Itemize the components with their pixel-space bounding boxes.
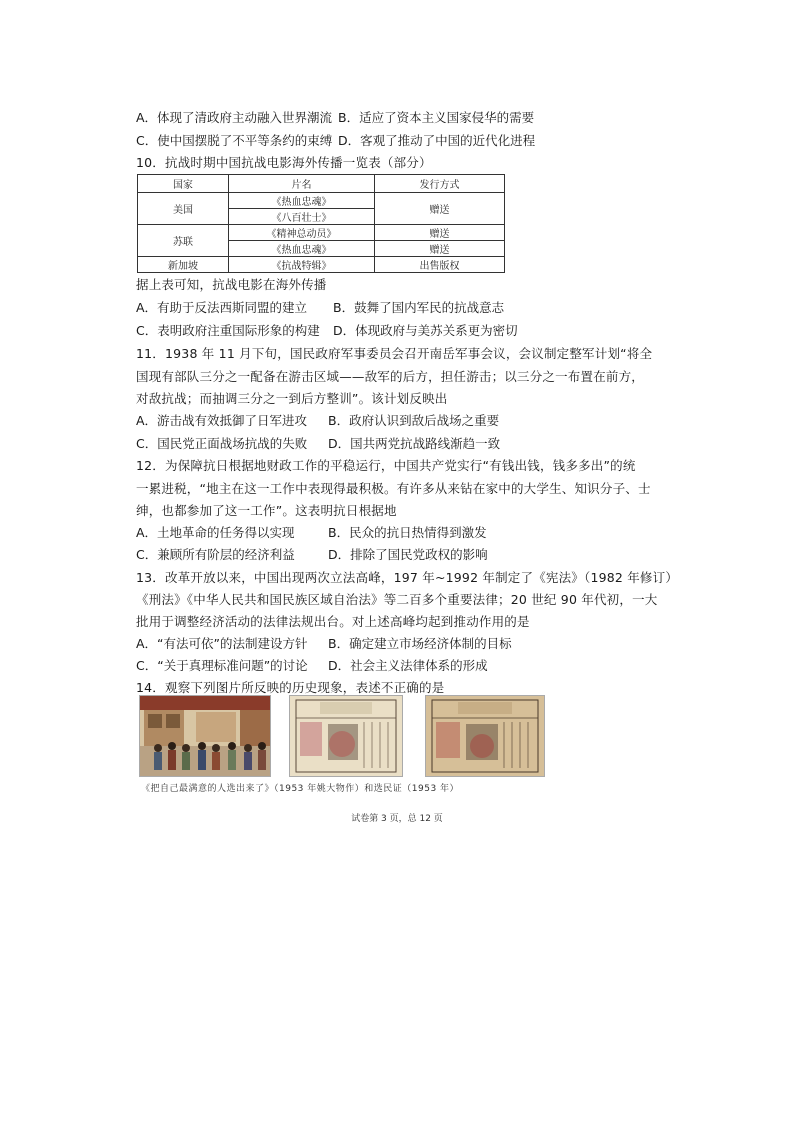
table-cell-method: 出售版权 bbox=[375, 257, 505, 273]
q11-stem-line-2: 国现有部队三分之一配备在游击区域——敌军的后方，担任游击；以三分之一布置在前方， bbox=[136, 369, 645, 384]
voter-card-image-2 bbox=[425, 695, 545, 777]
table-row bbox=[138, 257, 505, 273]
q9-option-d[interactable]: D．客观了推动了中国的近代化进程 bbox=[338, 133, 536, 148]
table-header-method: 发行方式 bbox=[375, 175, 505, 193]
painting-illustration bbox=[140, 696, 270, 776]
q10-option-a[interactable]: A．有助于反法西斯同盟的建立 bbox=[136, 300, 308, 315]
q14-image-group bbox=[137, 695, 547, 795]
voter-card-illustration-2 bbox=[426, 696, 544, 776]
q12-option-c[interactable]: C．兼顾所有阶层的经济利益 bbox=[136, 547, 295, 562]
q12-option-b[interactable]: B．民众的抗日热情得到激发 bbox=[328, 525, 487, 540]
table-cell-film: 《精神总动员》 bbox=[229, 225, 375, 241]
q12-option-d[interactable]: D．排除了国民党政权的影响 bbox=[328, 547, 488, 562]
table-header-country: 国家 bbox=[138, 175, 229, 193]
q11-option-b[interactable]: B．政府认识到敌后战场之重要 bbox=[328, 413, 500, 428]
table-cell-country: 新加坡 bbox=[138, 257, 229, 273]
q9-option-c[interactable]: C．使中国摆脱了不平等条约的束缚 bbox=[136, 133, 333, 148]
q9-option-b[interactable]: B．适应了资本主义国家侵华的需要 bbox=[338, 110, 535, 125]
table-cell-method: 赠送 bbox=[375, 241, 505, 257]
q10-stem: 10．抗战时期中国抗战电影海外传播一览表（部分） bbox=[136, 155, 432, 170]
table-cell-film: 《热血忠魂》 bbox=[229, 193, 375, 209]
q11-stem-line-3: 对敌抗战；而抽调三分之一到后方整训”。该计划反映出 bbox=[136, 391, 448, 406]
voter-card-image-1 bbox=[289, 695, 403, 777]
page-footer: 试卷第 3 页，总 12 页 bbox=[351, 814, 443, 824]
q13-option-a[interactable]: A．“有法可依”的法制建设方针 bbox=[136, 636, 308, 651]
q12-stem-line-1: 12．为保障抗日根据地财政工作的平稳运行，中国共产党实行“有钱出钱，钱多多出”的统 bbox=[136, 458, 636, 473]
q13-stem-line-1: 13．改革开放以来，中国出现两次立法高峰，197 年~1992 年制定了《宪法》（1982 年修订） bbox=[136, 570, 679, 585]
table-cell-country: 美国 bbox=[138, 193, 229, 225]
table-cell-country: 苏联 bbox=[138, 225, 229, 257]
painting-image bbox=[139, 695, 271, 777]
q11-option-d[interactable]: D．国共两党抗战路线渐趋一致 bbox=[328, 436, 501, 451]
q10-option-c[interactable]: C．表明政府注重国际形象的构建 bbox=[136, 323, 320, 338]
q11-option-a[interactable]: A．游击战有效抵御了日军进攻 bbox=[136, 413, 308, 428]
q13-option-c[interactable]: C．“关于真理标准问题”的讨论 bbox=[136, 658, 308, 673]
q9-option-a[interactable]: A．体现了清政府主动融入世界潮流 bbox=[136, 110, 333, 125]
table-cell-film: 《八百壮士》 bbox=[229, 209, 375, 225]
q13-option-d[interactable]: D．社会主义法律体系的形成 bbox=[328, 658, 488, 673]
table-row bbox=[138, 225, 505, 241]
voter-card-illustration-1 bbox=[290, 696, 402, 776]
q12-option-a[interactable]: A．土地革命的任务得以实现 bbox=[136, 525, 295, 540]
q14-stem: 14．观察下列图片所反映的历史现象，表述不正确的是 bbox=[136, 680, 445, 695]
q13-option-b[interactable]: B．确定建立市场经济体制的目标 bbox=[328, 636, 512, 651]
q10-table bbox=[137, 174, 505, 273]
q10-option-b[interactable]: B．鼓舞了国内军民的抗战意志 bbox=[333, 300, 505, 315]
q12-stem-line-2: 一累进税，“地主在这一工作中表现得最积极。有许多从来钻在家中的大学生、知识分子、士 bbox=[136, 481, 651, 496]
table-cell-method: 赠送 bbox=[375, 193, 505, 225]
q12-stem-line-3: 绅，也都参加了这一工作”。这表明抗日根据地 bbox=[136, 503, 397, 518]
table-row bbox=[138, 193, 505, 209]
table-cell-method: 赠送 bbox=[375, 225, 505, 241]
q10-option-d[interactable]: D．体现政府与美苏关系更为密切 bbox=[333, 323, 518, 338]
q10-conclusion: 据上表可知，抗战电影在海外传播 bbox=[136, 277, 327, 292]
table-header-row bbox=[138, 175, 505, 193]
table-header-film: 片名 bbox=[229, 175, 375, 193]
q11-stem-line-1: 11．1938 年 11 月下旬，国民政府军事委员会召开南岳军事会议，会议制定整军计划“将全 bbox=[136, 346, 653, 361]
q13-stem-line-2: 《刑法》《中华人民共和国民族区域自治法》等二百多个重要法律；20 世纪 90 年代初，一大 bbox=[136, 592, 658, 607]
q14-image-caption: 《把自己最满意的人选出来了》（1953 年姚大物作）和选民证（1953 年） bbox=[141, 784, 460, 794]
table-cell-film: 《热血忠魂》 bbox=[229, 241, 375, 257]
q13-stem-line-3: 批用于调整经济活动的法律法规出台。对上述高峰均起到推动作用的是 bbox=[136, 614, 530, 629]
q11-option-c[interactable]: C．国民党正面战场抗战的失败 bbox=[136, 436, 308, 451]
table-cell-film: 《抗战特辑》 bbox=[229, 257, 375, 273]
